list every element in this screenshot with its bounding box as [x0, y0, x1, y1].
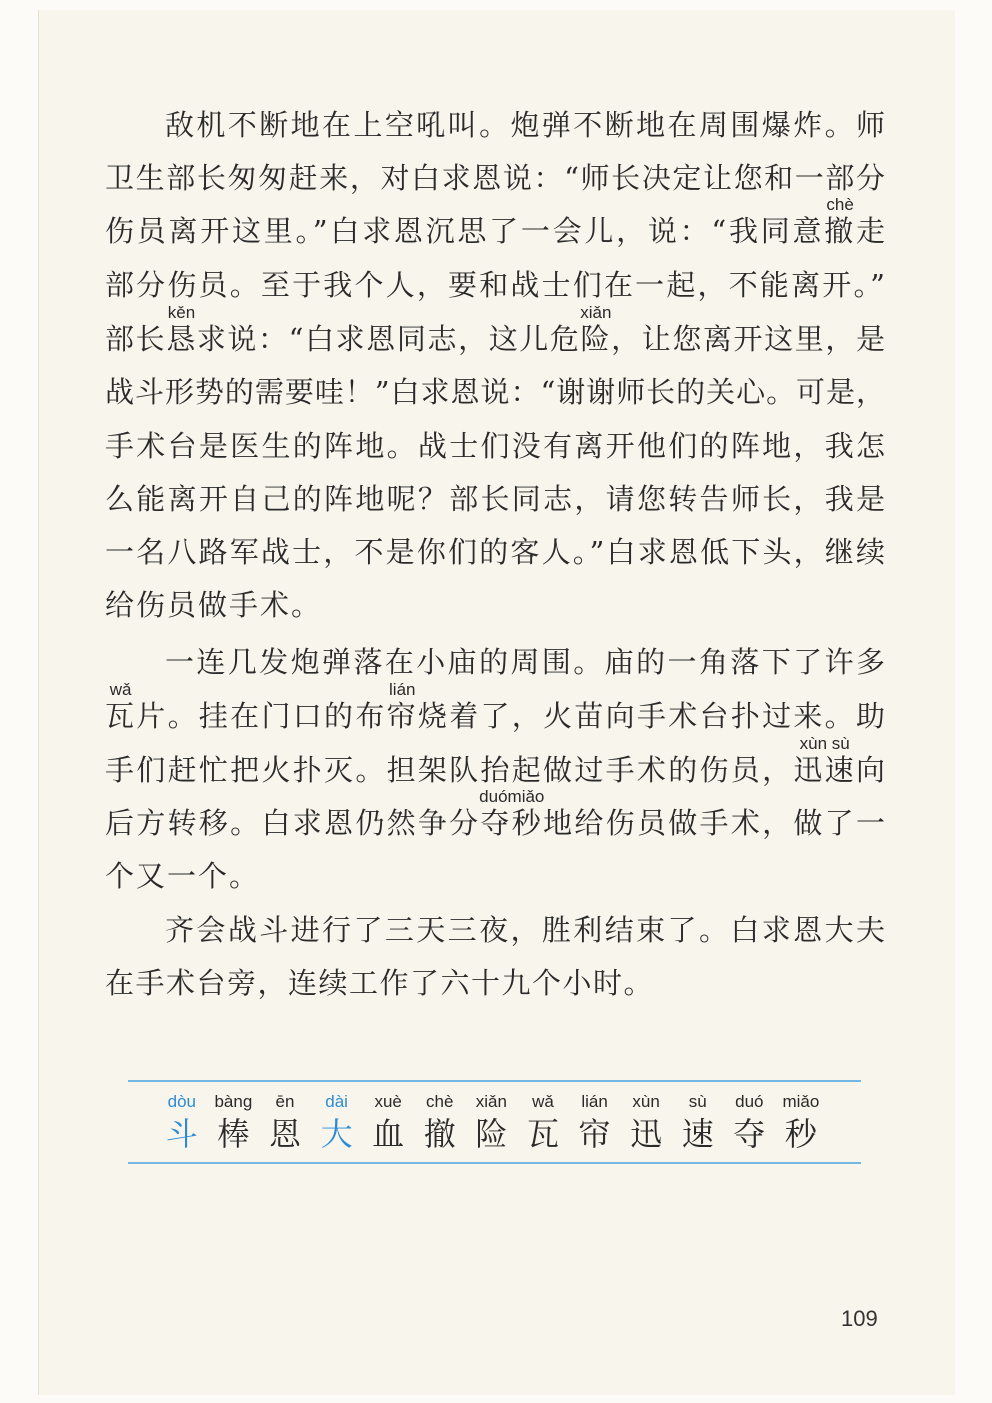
text-run: 部长 — [105, 322, 167, 356]
text-line — [165, 105, 885, 145]
vocabulary-list — [156, 1090, 827, 1154]
text-run: ，让您离开这里，是 — [611, 322, 885, 356]
pinyin-annotation: xùn sù — [799, 734, 850, 753]
base-character: 恳 — [166, 322, 197, 356]
text-line — [165, 910, 885, 950]
text-line — [105, 195, 885, 251]
text-run: 在手术台旁，连续工作了六十九个小时。 — [105, 966, 655, 1000]
vocab-item — [208, 1090, 260, 1154]
vocab-item — [362, 1090, 414, 1154]
text-run: 一连几发炮弹落在小庙的周围。庙的一角落下了许多 — [165, 645, 885, 679]
vocab-item — [259, 1090, 311, 1154]
text-line — [165, 642, 885, 682]
pinyin-annotation: xiǎn — [580, 303, 612, 322]
text-line — [105, 585, 885, 625]
text-run: 地给伤员做手术，做了一 — [543, 806, 885, 840]
text-line — [105, 479, 885, 519]
text-run: 一名八路军战士，不是你们的客人。”白求恩低下头，继续 — [105, 535, 885, 569]
vocab-item — [620, 1090, 672, 1154]
vocab-item — [517, 1090, 569, 1154]
vocab-bottom-rule — [128, 1162, 861, 1164]
vocab-item — [569, 1090, 621, 1154]
text-run: 么能离开自己的阵地呢？部长同志，请您转告师长，我是 — [105, 482, 885, 516]
vocab-character: 迅 — [630, 1115, 663, 1153]
vocab-pinyin: xùn — [632, 1092, 660, 1111]
annotated-character — [166, 303, 197, 356]
vocab-pinyin: ēn — [275, 1092, 295, 1111]
text-line — [105, 532, 885, 572]
text-run: 卫生部长匆匆赶来，对白求恩说：“师长决定让您和一部分 — [105, 161, 885, 195]
vocab-pinyin: lián — [581, 1092, 608, 1111]
vocab-top-rule — [128, 1080, 861, 1082]
annotated-character — [386, 680, 418, 733]
annotated-word — [479, 787, 545, 840]
text-run: 后方转移。白求恩仍然争分 — [105, 806, 481, 840]
page-number: 109 — [841, 1306, 878, 1331]
text-run: 给伤员做手术。 — [105, 588, 323, 622]
pinyin-annotation: wǎ — [109, 680, 132, 699]
vocab-pinyin: dòu — [167, 1092, 196, 1111]
base-word: 迅速 — [793, 753, 856, 787]
vocab-item — [414, 1090, 466, 1154]
text-run: 手们赶忙把火扑灭。担架队抬起做过手术的伤员， — [105, 753, 794, 787]
text-run: 手术台是医生的阵地。战士们没有离开他们的阵地，我怎 — [105, 429, 885, 463]
pinyin-annotation: kěn — [167, 303, 196, 322]
text-line — [105, 158, 885, 198]
text-run: 齐会战斗进行了三天三夜，胜利结束了。白求恩大夫 — [165, 913, 885, 947]
vocab-character: 速 — [681, 1115, 714, 1153]
vocab-character: 夺 — [733, 1115, 766, 1153]
text-run: 敌机不断地在上空吼叫。炮弹不断地在周围爆炸。师 — [165, 108, 885, 142]
vocab-pinyin: sù — [688, 1092, 707, 1111]
text-line — [105, 787, 885, 843]
text-line — [105, 856, 885, 896]
pinyin-annotation: duómiǎo — [479, 787, 545, 806]
vocab-item — [466, 1090, 518, 1154]
text-run: 走 — [855, 214, 885, 248]
vocab-pinyin: miǎo — [782, 1092, 820, 1111]
vocab-character: 秒 — [784, 1115, 817, 1153]
text-run: 片。挂在门口的布 — [136, 699, 387, 733]
base-word: 夺秒 — [480, 806, 544, 840]
text-line — [105, 303, 885, 359]
vocab-character: 瓦 — [526, 1115, 559, 1153]
vocab-character: 大 — [320, 1115, 353, 1153]
text-line — [105, 372, 885, 412]
vocab-item — [724, 1090, 776, 1154]
text-line — [105, 426, 885, 466]
text-line — [105, 963, 885, 1003]
vocab-item — [672, 1090, 724, 1154]
vocab-character: 帘 — [578, 1115, 611, 1153]
vocab-item — [156, 1090, 208, 1154]
base-character: 险 — [580, 322, 612, 356]
base-character: 帘 — [386, 699, 418, 733]
text-run: 个又一个。 — [105, 859, 261, 893]
vocab-item — [311, 1090, 363, 1154]
vocab-pinyin: bàng — [214, 1092, 253, 1111]
vocab-character: 血 — [372, 1115, 405, 1153]
base-character: 瓦 — [105, 699, 137, 733]
base-character: 撤 — [824, 214, 856, 248]
text-run: 部分伤员。至于我个人，要和战士们在一起，不能离开。” — [105, 268, 885, 302]
vocab-pinyin: dài — [325, 1092, 348, 1111]
pinyin-annotation: lián — [389, 680, 416, 699]
vocab-character: 险 — [475, 1115, 508, 1153]
text-run: 向 — [855, 753, 885, 787]
vocab-pinyin: chè — [426, 1092, 454, 1111]
text-line — [105, 265, 885, 305]
vocab-character: 棒 — [217, 1115, 250, 1153]
vocab-item — [775, 1090, 827, 1154]
vocab-character: 撤 — [423, 1115, 456, 1153]
vocab-pinyin: duó — [735, 1092, 764, 1111]
text-run: 伤员离开这里。”白求恩沉思了一会儿，说：“我同意 — [105, 214, 825, 248]
vocab-pinyin: wǎ — [532, 1092, 554, 1111]
annotated-word — [793, 734, 856, 787]
vocab-character: 斗 — [165, 1115, 198, 1153]
text-run: 求说：“白求恩同志，这儿危 — [196, 322, 581, 356]
annotated-character — [580, 303, 612, 356]
annotated-character — [824, 195, 856, 248]
text-line — [105, 680, 885, 736]
annotated-character — [105, 680, 137, 733]
pinyin-annotation: chè — [826, 195, 854, 214]
vocab-character: 恩 — [268, 1115, 301, 1153]
vocab-pinyin: xuè — [374, 1092, 402, 1111]
vocab-pinyin: xiǎn — [475, 1092, 507, 1111]
text-run: 烧着了，火苗向手术台扑过来。助 — [417, 699, 885, 733]
text-run: 战斗形势的需要哇！”白求恩说：“谢谢师长的关心。可是， — [105, 375, 885, 409]
text-line — [105, 734, 885, 790]
